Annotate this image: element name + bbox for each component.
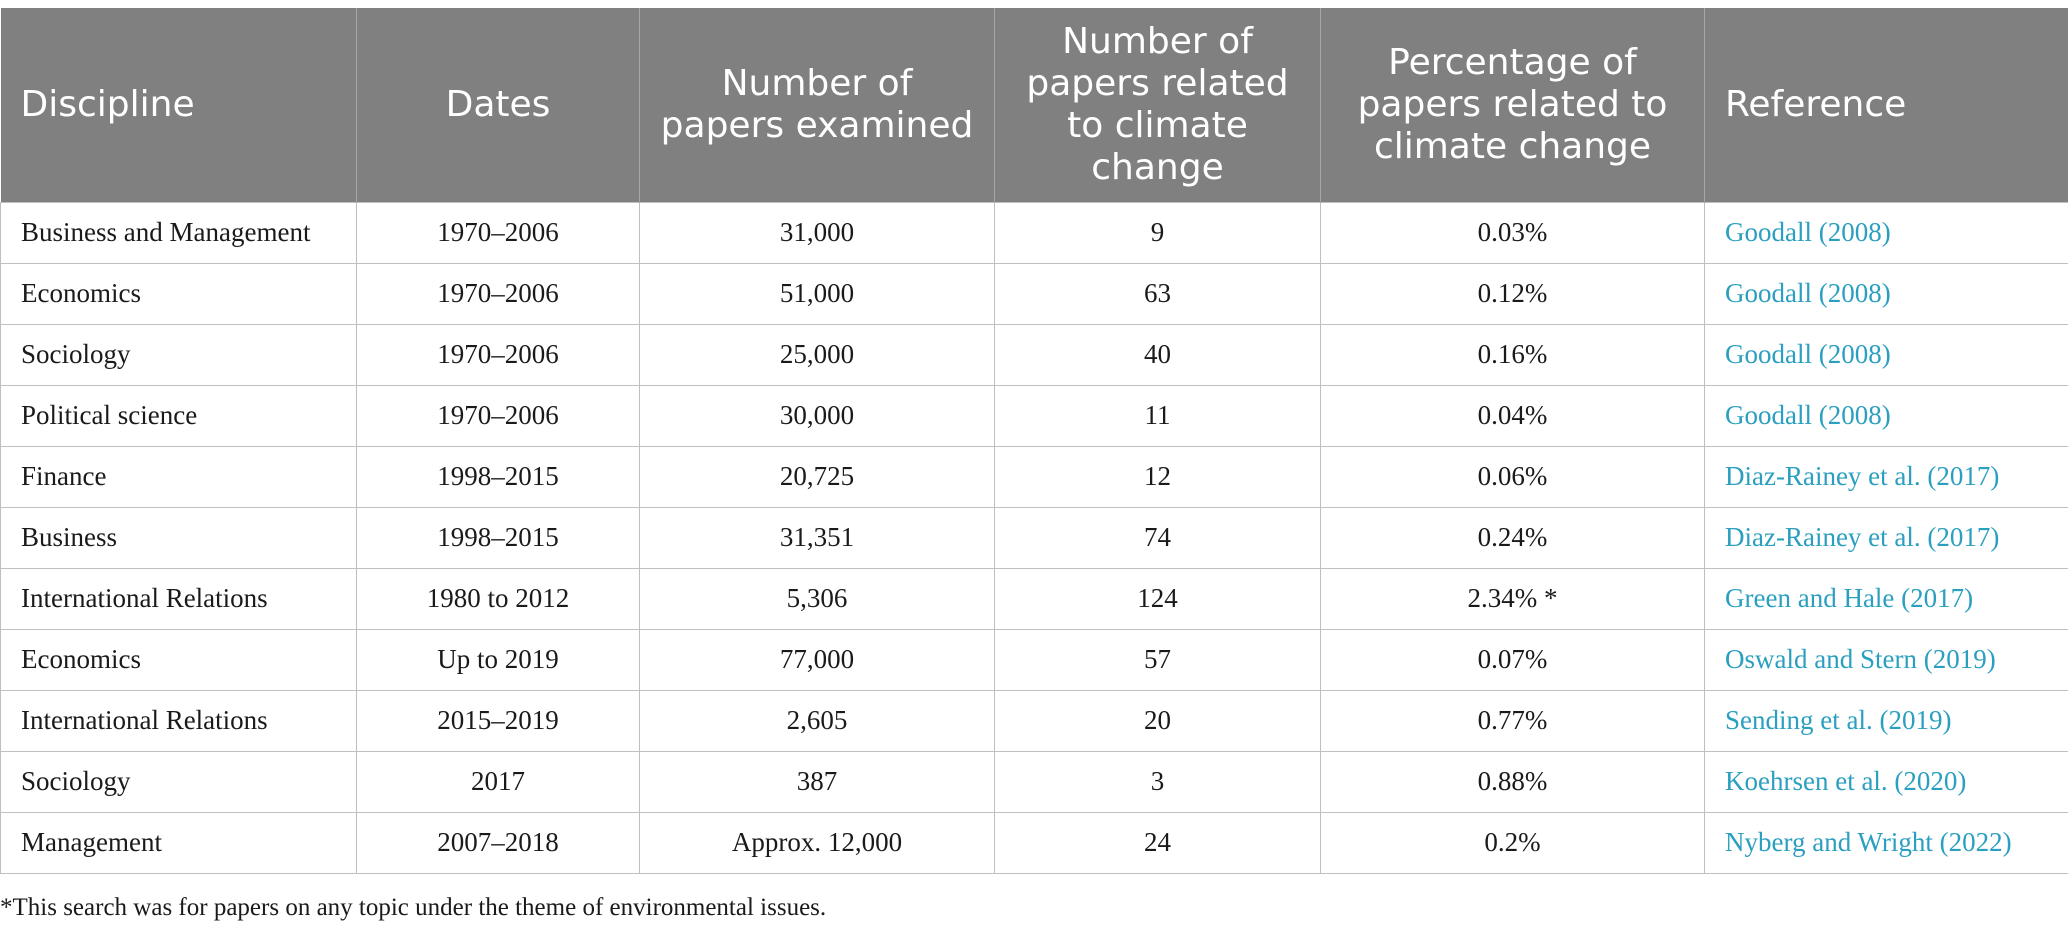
- cell-dates: 1980 to 2012: [357, 568, 640, 629]
- cell-papers-climate: 24: [995, 812, 1321, 873]
- cell-dates: 1970–2006: [357, 263, 640, 324]
- table-body: [1, 202, 2068, 873]
- cell-papers-climate: 20: [995, 690, 1321, 751]
- cell-discipline: Sociology: [1, 324, 357, 385]
- reference-link[interactable]: Goodall (2008): [1705, 263, 2068, 324]
- cell-discipline: Finance: [1, 446, 357, 507]
- cell-papers-examined: 387: [640, 751, 995, 812]
- cell-papers-examined: 31,000: [640, 202, 995, 263]
- cell-discipline: Economics: [1, 263, 357, 324]
- cell-discipline: Economics: [1, 629, 357, 690]
- cell-percentage: 0.16%: [1321, 324, 1705, 385]
- table-row: [1, 629, 2068, 690]
- reference-link[interactable]: Goodall (2008): [1705, 202, 2068, 263]
- reference-link[interactable]: Nyberg and Wright (2022): [1705, 812, 2068, 873]
- reference-link[interactable]: Goodall (2008): [1705, 385, 2068, 446]
- header-dates: Dates: [357, 8, 640, 202]
- cell-dates: 1970–2006: [357, 324, 640, 385]
- reference-link[interactable]: Diaz-Rainey et al. (2017): [1705, 446, 2068, 507]
- reference-link[interactable]: Koehrsen et al. (2020): [1705, 751, 2068, 812]
- header-row: [1, 8, 2068, 202]
- cell-papers-examined: Approx. 12,000: [640, 812, 995, 873]
- header-percentage: Percentage of papers related to climate change: [1321, 8, 1705, 202]
- header-discipline: Discipline: [1, 8, 357, 202]
- cell-percentage: 0.06%: [1321, 446, 1705, 507]
- cell-percentage: 0.07%: [1321, 629, 1705, 690]
- cell-papers-climate: 9: [995, 202, 1321, 263]
- cell-percentage: 0.24%: [1321, 507, 1705, 568]
- reference-link[interactable]: Diaz-Rainey et al. (2017): [1705, 507, 2068, 568]
- cell-dates: 1970–2006: [357, 385, 640, 446]
- table-row: [1, 202, 2068, 263]
- reference-link[interactable]: Green and Hale (2017): [1705, 568, 2068, 629]
- table-container: [0, 8, 2068, 874]
- cell-discipline: Business and Management: [1, 202, 357, 263]
- cell-discipline: Management: [1, 812, 357, 873]
- cell-papers-climate: 57: [995, 629, 1321, 690]
- cell-percentage: 0.77%: [1321, 690, 1705, 751]
- table-row: [1, 751, 2068, 812]
- cell-papers-climate: 40: [995, 324, 1321, 385]
- cell-papers-examined: 30,000: [640, 385, 995, 446]
- cell-papers-examined: 31,351: [640, 507, 995, 568]
- cell-discipline: Business: [1, 507, 357, 568]
- cell-dates: 1998–2015: [357, 446, 640, 507]
- cell-discipline: International Relations: [1, 690, 357, 751]
- cell-papers-examined: 20,725: [640, 446, 995, 507]
- cell-papers-examined: 2,605: [640, 690, 995, 751]
- table-row: [1, 263, 2068, 324]
- cell-percentage: 0.12%: [1321, 263, 1705, 324]
- cell-percentage: 2.34% *: [1321, 568, 1705, 629]
- reference-link[interactable]: Goodall (2008): [1705, 324, 2068, 385]
- table-row: [1, 507, 2068, 568]
- cell-papers-examined: 25,000: [640, 324, 995, 385]
- cell-dates: Up to 2019: [357, 629, 640, 690]
- table-footnote: *This search was for papers on any topic under the theme of environmental issues.: [0, 894, 827, 921]
- cell-papers-examined: 5,306: [640, 568, 995, 629]
- cell-papers-examined: 77,000: [640, 629, 995, 690]
- table-header: [1, 8, 2068, 202]
- cell-discipline: Political science: [1, 385, 357, 446]
- cell-dates: 2007–2018: [357, 812, 640, 873]
- table-row: [1, 568, 2068, 629]
- table-row: [1, 385, 2068, 446]
- cell-papers-climate: 74: [995, 507, 1321, 568]
- cell-papers-climate: 3: [995, 751, 1321, 812]
- cell-papers-climate: 11: [995, 385, 1321, 446]
- table-row: [1, 446, 2068, 507]
- cell-percentage: 0.04%: [1321, 385, 1705, 446]
- cell-discipline: Sociology: [1, 751, 357, 812]
- header-papers-examined: Number of papers examined: [640, 8, 995, 202]
- cell-dates: 1970–2006: [357, 202, 640, 263]
- cell-dates: 1998–2015: [357, 507, 640, 568]
- climate-papers-table: [0, 8, 2068, 874]
- cell-papers-examined: 51,000: [640, 263, 995, 324]
- cell-percentage: 0.2%: [1321, 812, 1705, 873]
- cell-papers-climate: 12: [995, 446, 1321, 507]
- table-row: [1, 812, 2068, 873]
- reference-link[interactable]: Oswald and Stern (2019): [1705, 629, 2068, 690]
- reference-link[interactable]: Sending et al. (2019): [1705, 690, 2068, 751]
- cell-papers-climate: 63: [995, 263, 1321, 324]
- cell-dates: 2017: [357, 751, 640, 812]
- cell-percentage: 0.03%: [1321, 202, 1705, 263]
- table-row: [1, 690, 2068, 751]
- header-papers-climate: Number of papers related to climate change: [995, 8, 1321, 202]
- cell-dates: 2015–2019: [357, 690, 640, 751]
- cell-percentage: 0.88%: [1321, 751, 1705, 812]
- table-row: [1, 324, 2068, 385]
- cell-papers-climate: 124: [995, 568, 1321, 629]
- cell-discipline: International Relations: [1, 568, 357, 629]
- header-reference: Reference: [1705, 8, 2068, 202]
